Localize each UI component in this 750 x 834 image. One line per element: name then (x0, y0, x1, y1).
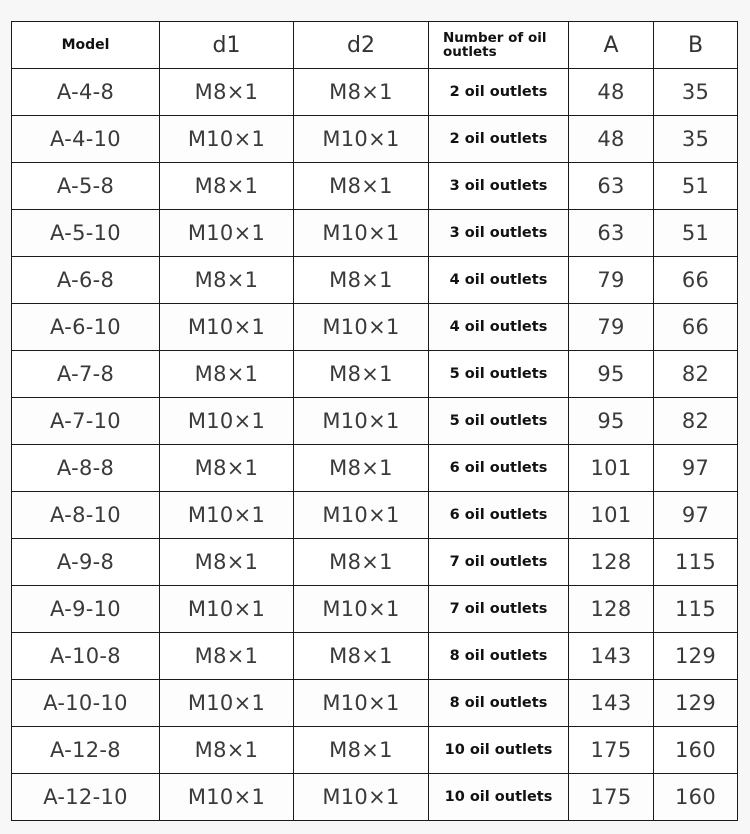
spec-table-container (11, 21, 737, 821)
cell-d2: M8×1 (294, 539, 429, 586)
cell-a: 143 (569, 680, 654, 727)
cell-d1: M8×1 (160, 351, 294, 398)
cell-b: 35 (654, 69, 738, 116)
table-row (12, 351, 738, 398)
cell-d1: M8×1 (160, 539, 294, 586)
cell-b: 129 (654, 633, 738, 680)
cell-d1: M10×1 (160, 774, 294, 821)
cell-d2: M10×1 (294, 116, 429, 163)
table-row (12, 539, 738, 586)
cell-model: A-5-8 (12, 163, 160, 210)
cell-oil-outlets: 8 oil outlets (429, 680, 569, 727)
header-d2: d2 (294, 22, 429, 69)
cell-model: A-10-8 (12, 633, 160, 680)
cell-b: 97 (654, 445, 738, 492)
cell-d2: M8×1 (294, 351, 429, 398)
cell-model: A-10-10 (12, 680, 160, 727)
table-row (12, 633, 738, 680)
cell-d1: M10×1 (160, 586, 294, 633)
cell-b: 51 (654, 210, 738, 257)
cell-oil-outlets: 5 oil outlets (429, 351, 569, 398)
cell-d1: M8×1 (160, 633, 294, 680)
cell-d2: M10×1 (294, 586, 429, 633)
cell-b: 35 (654, 116, 738, 163)
cell-d1: M8×1 (160, 445, 294, 492)
header-a: A (569, 22, 654, 69)
table-row (12, 69, 738, 116)
cell-d1: M10×1 (160, 304, 294, 351)
cell-oil-outlets: 2 oil outlets (429, 69, 569, 116)
cell-a: 128 (569, 586, 654, 633)
cell-d2: M10×1 (294, 680, 429, 727)
cell-b: 97 (654, 492, 738, 539)
cell-d1: M10×1 (160, 492, 294, 539)
cell-model: A-12-8 (12, 727, 160, 774)
cell-oil-outlets: 2 oil outlets (429, 116, 569, 163)
cell-d1: M10×1 (160, 680, 294, 727)
cell-a: 95 (569, 351, 654, 398)
cell-d2: M10×1 (294, 774, 429, 821)
cell-d1: M10×1 (160, 398, 294, 445)
cell-a: 128 (569, 539, 654, 586)
cell-model: A-12-10 (12, 774, 160, 821)
cell-model: A-7-8 (12, 351, 160, 398)
table-row (12, 774, 738, 821)
cell-oil-outlets: 4 oil outlets (429, 304, 569, 351)
cell-b: 160 (654, 774, 738, 821)
cell-a: 48 (569, 116, 654, 163)
table-row (12, 116, 738, 163)
table-row (12, 727, 738, 774)
cell-oil-outlets: 8 oil outlets (429, 633, 569, 680)
header-row (12, 22, 738, 69)
cell-oil-outlets: 6 oil outlets (429, 445, 569, 492)
cell-d2: M8×1 (294, 69, 429, 116)
cell-model: A-6-10 (12, 304, 160, 351)
cell-oil-outlets: 7 oil outlets (429, 539, 569, 586)
cell-a: 175 (569, 727, 654, 774)
cell-b: 66 (654, 257, 738, 304)
header-b: B (654, 22, 738, 69)
cell-oil-outlets: 6 oil outlets (429, 492, 569, 539)
cell-d2: M10×1 (294, 492, 429, 539)
table-row (12, 210, 738, 257)
cell-a: 79 (569, 257, 654, 304)
cell-model: A-8-10 (12, 492, 160, 539)
cell-a: 79 (569, 304, 654, 351)
cell-model: A-6-8 (12, 257, 160, 304)
table-row (12, 257, 738, 304)
table-row (12, 398, 738, 445)
header-oil-outlets: Number of oil outlets (429, 22, 569, 69)
cell-d1: M8×1 (160, 69, 294, 116)
table-body (12, 69, 738, 821)
cell-model: A-9-8 (12, 539, 160, 586)
table-row (12, 492, 738, 539)
cell-b: 82 (654, 351, 738, 398)
table-row (12, 304, 738, 351)
cell-model: A-9-10 (12, 586, 160, 633)
cell-a: 63 (569, 210, 654, 257)
cell-b: 82 (654, 398, 738, 445)
cell-model: A-7-10 (12, 398, 160, 445)
cell-b: 160 (654, 727, 738, 774)
cell-d2: M8×1 (294, 445, 429, 492)
cell-d2: M8×1 (294, 633, 429, 680)
cell-a: 101 (569, 445, 654, 492)
cell-oil-outlets: 10 oil outlets (429, 774, 569, 821)
cell-d2: M8×1 (294, 257, 429, 304)
cell-model: A-4-8 (12, 69, 160, 116)
cell-d2: M10×1 (294, 210, 429, 257)
cell-a: 48 (569, 69, 654, 116)
table-row (12, 586, 738, 633)
cell-d2: M8×1 (294, 727, 429, 774)
cell-d1: M10×1 (160, 210, 294, 257)
header-model: Model (12, 22, 160, 69)
cell-d2: M8×1 (294, 163, 429, 210)
spec-table (11, 21, 738, 821)
header-d1: d1 (160, 22, 294, 69)
cell-d2: M10×1 (294, 304, 429, 351)
table-row (12, 163, 738, 210)
cell-a: 101 (569, 492, 654, 539)
cell-b: 115 (654, 539, 738, 586)
cell-oil-outlets: 7 oil outlets (429, 586, 569, 633)
cell-b: 129 (654, 680, 738, 727)
table-row (12, 445, 738, 492)
cell-oil-outlets: 5 oil outlets (429, 398, 569, 445)
cell-a: 175 (569, 774, 654, 821)
cell-model: A-8-8 (12, 445, 160, 492)
cell-b: 66 (654, 304, 738, 351)
cell-d1: M8×1 (160, 163, 294, 210)
cell-a: 63 (569, 163, 654, 210)
cell-b: 51 (654, 163, 738, 210)
cell-oil-outlets: 3 oil outlets (429, 210, 569, 257)
cell-oil-outlets: 4 oil outlets (429, 257, 569, 304)
cell-d1: M8×1 (160, 727, 294, 774)
cell-d1: M10×1 (160, 116, 294, 163)
table-row (12, 680, 738, 727)
cell-d1: M8×1 (160, 257, 294, 304)
cell-model: A-4-10 (12, 116, 160, 163)
cell-a: 143 (569, 633, 654, 680)
cell-oil-outlets: 10 oil outlets (429, 727, 569, 774)
cell-b: 115 (654, 586, 738, 633)
cell-a: 95 (569, 398, 654, 445)
cell-d2: M10×1 (294, 398, 429, 445)
cell-model: A-5-10 (12, 210, 160, 257)
cell-oil-outlets: 3 oil outlets (429, 163, 569, 210)
table-header (12, 22, 738, 69)
